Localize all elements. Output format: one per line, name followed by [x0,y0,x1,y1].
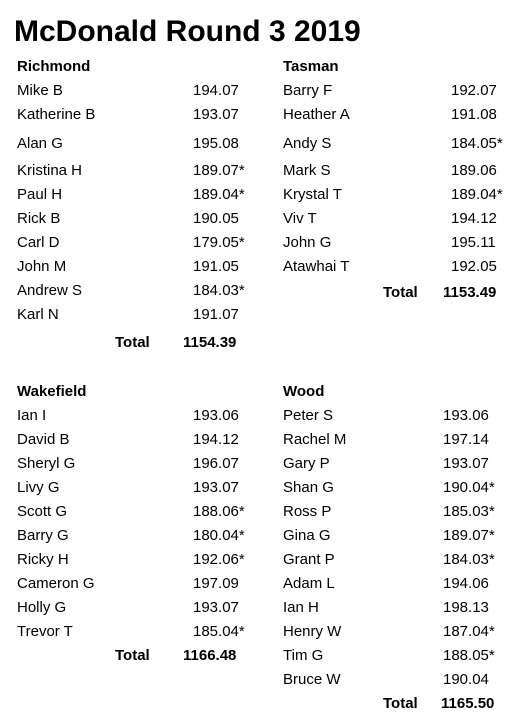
player-row [17,234,247,256]
player-row [17,527,247,549]
player-row [17,503,247,525]
player-score: 194.12 [193,431,239,448]
player-row [17,282,247,304]
player-score: 189.06 [451,162,497,179]
team-name: Wood [283,383,325,400]
player-row [17,210,247,232]
player-row [283,82,513,104]
player-score: 188.05* [443,647,495,664]
player-row [17,106,247,128]
player-name: Barry F [283,82,333,99]
total-label: Total [115,647,150,664]
player-score: 197.09 [193,575,239,592]
player-score: 190.04* [443,479,495,496]
player-row [17,306,247,328]
player-score: 193.07 [193,479,239,496]
player-score: 184.03* [443,551,495,568]
player-row [17,623,247,645]
player-name: Ricky H [17,551,69,568]
player-row [17,186,247,208]
player-name: Alan G [17,135,63,152]
player-score: 185.03* [443,503,495,520]
player-name: John G [283,234,332,251]
player-score: 191.08 [451,106,497,123]
player-score: 180.04* [193,527,245,544]
player-name: Barry G [17,527,69,544]
player-name: John M [17,258,67,275]
team-name: Wakefield [17,383,87,400]
player-row [283,551,513,573]
player-score: 196.07 [193,455,239,472]
player-name: Bruce W [283,671,341,688]
player-name: Livy G [17,479,60,496]
player-score: 195.11 [451,234,496,251]
player-row [17,135,247,157]
player-name: Ross P [283,503,332,520]
player-row [283,575,513,597]
player-row [283,527,513,549]
player-score: 185.04* [193,623,245,640]
total-value: 1166.48 [183,647,237,664]
player-row [17,407,247,429]
player-name: Shan G [283,479,334,496]
player-row [283,599,513,621]
page-title: McDonald Round 3 2019 [14,15,361,48]
player-row [17,551,247,573]
player-score: 194.07 [193,82,239,99]
player-score: 189.07* [443,527,495,544]
player-score: 192.07 [451,82,497,99]
player-name: Peter S [283,407,334,424]
player-row [283,162,513,184]
player-name: Henry W [283,623,342,640]
player-row [17,82,247,104]
player-row [283,186,513,208]
player-row [17,258,247,280]
player-name: Katherine B [17,106,96,123]
player-name: Viv T [283,210,317,227]
player-row [283,210,513,232]
player-score: 190.04 [443,671,489,688]
player-name: Trevor T [17,623,73,640]
player-row [17,599,247,621]
player-name: Sheryl G [17,455,76,472]
player-score: 197.14 [443,431,489,448]
player-name: Mike B [17,82,63,99]
total-label: Total [383,695,418,712]
total-value: 1154.39 [183,334,237,351]
team-total-row [17,647,247,669]
player-row [283,258,513,280]
player-name: Andrew S [17,282,83,299]
player-score: 189.04* [451,186,503,203]
team-total-row [17,334,247,356]
player-score: 192.06* [193,551,245,568]
player-name: David B [17,431,70,448]
player-row [283,647,513,669]
total-value: 1153.49 [443,284,497,301]
team-total-row [283,284,513,306]
player-name: Holly G [17,599,67,616]
total-label: Total [383,284,418,301]
player-score: 187.04* [443,623,495,640]
player-name: Adam L [283,575,335,592]
player-score: 192.05 [451,258,497,275]
player-row [17,479,247,501]
player-name: Grant P [283,551,335,568]
player-name: Andy S [283,135,332,152]
player-score: 189.04* [193,186,245,203]
player-score: 191.05 [193,258,239,275]
player-score: 193.06 [193,407,239,424]
player-score: 191.07 [193,306,239,323]
player-row [17,455,247,477]
player-name: Kristina H [17,162,83,179]
total-value: 1165.50 [441,695,495,712]
player-name: Cameron G [17,575,95,592]
player-name: Rick B [17,210,61,227]
player-score: 194.06 [443,575,489,592]
player-name: Gina G [283,527,331,544]
player-name: Atawhai T [283,258,350,275]
player-score: 193.07 [193,599,239,616]
player-name: Krystal T [283,186,342,203]
team-total-row [283,695,513,717]
player-name: Ian I [17,407,47,424]
player-name: Scott G [17,503,68,520]
player-row [17,162,247,184]
player-score: 190.05 [193,210,239,227]
player-name: Gary P [283,455,330,472]
player-score: 193.06 [443,407,489,424]
total-label: Total [115,334,150,351]
team-name: Richmond [17,58,91,75]
player-row [17,431,247,453]
player-name: Ian H [283,599,319,616]
player-score: 193.07 [443,455,489,472]
player-score: 193.07 [193,106,239,123]
player-score: 184.05* [451,135,503,152]
player-score: 189.07* [193,162,245,179]
player-score: 184.03* [193,282,245,299]
player-row [283,623,513,645]
player-score: 188.06* [193,503,245,520]
player-score: 198.13 [443,599,489,616]
player-name: Rachel M [283,431,347,448]
player-row [283,503,513,525]
player-name: Carl D [17,234,60,251]
player-score: 195.08 [193,135,239,152]
player-name: Mark S [283,162,331,179]
player-score: 179.05* [193,234,245,251]
player-row [283,431,513,453]
player-row [283,671,513,693]
player-row [17,575,247,597]
player-name: Paul H [17,186,63,203]
player-row [283,135,513,157]
team-name: Tasman [283,58,339,75]
player-row [283,455,513,477]
player-score: 194.12 [451,210,497,227]
player-row [283,106,513,128]
player-row [283,407,513,429]
player-name: Karl N [17,306,59,323]
player-row [283,479,513,501]
player-name: Heather A [283,106,350,123]
player-name: Tim G [283,647,324,664]
player-row [283,234,513,256]
